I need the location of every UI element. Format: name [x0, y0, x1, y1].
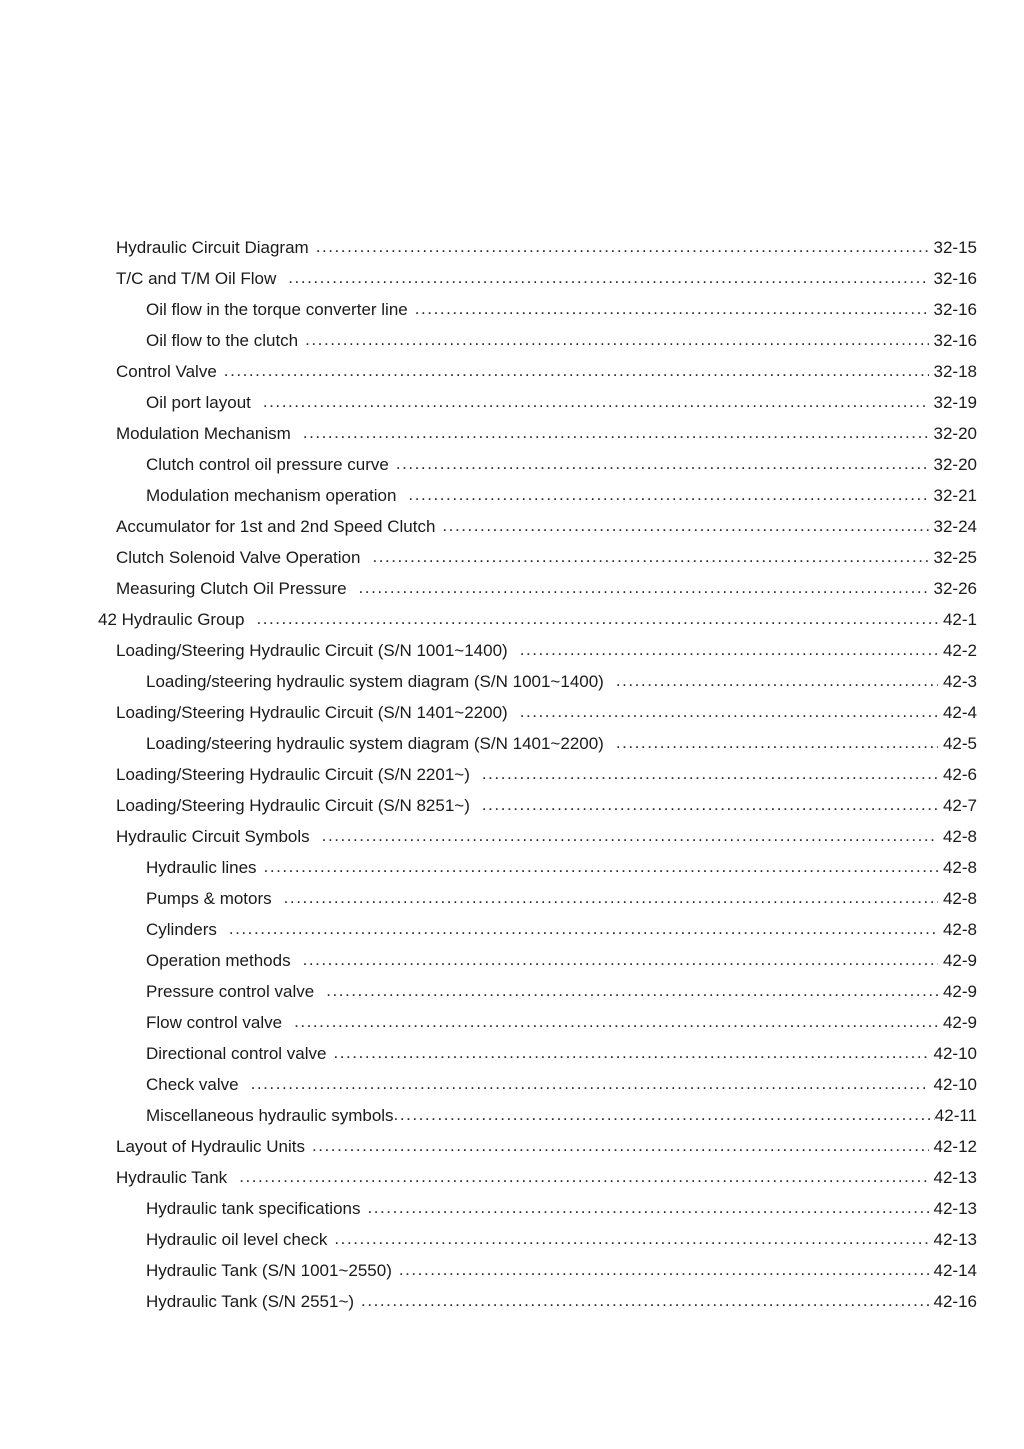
toc-entry-page-number: 32-20 — [933, 455, 977, 474]
toc-dot-leader — [408, 493, 928, 510]
toc-dot-leader — [326, 989, 938, 1006]
toc-entry[interactable] — [0, 542, 1024, 573]
toc-dot-leader — [263, 400, 929, 417]
toc-entry[interactable] — [0, 1255, 1024, 1286]
toc-entry-title: Hydraulic Tank (S/N 2551~) — [146, 1292, 355, 1311]
toc-entry-page-number: 32-15 — [933, 238, 977, 257]
toc-entry-page-number: 32-20 — [933, 424, 977, 443]
toc-entry[interactable] — [0, 666, 1024, 697]
toc-entry-title: Layout of Hydraulic Units — [116, 1137, 305, 1156]
toc-dot-leader — [224, 369, 929, 386]
table-of-contents — [0, 232, 1024, 1317]
toc-dot-leader — [229, 927, 938, 944]
toc-dot-leader — [367, 1206, 928, 1223]
toc-entry-page-number: 42-6 — [942, 765, 977, 784]
toc-entry[interactable] — [0, 852, 1024, 883]
toc-entry-page-number: 42-11 — [934, 1106, 977, 1125]
toc-entry-page-number: 32-26 — [933, 579, 977, 598]
toc-entry[interactable] — [0, 480, 1024, 511]
toc-entry-title: Check valve — [146, 1075, 239, 1094]
toc-dot-leader — [305, 338, 928, 355]
toc-dot-leader — [359, 586, 929, 603]
toc-entry-page-number: 42-5 — [942, 734, 977, 753]
toc-entry-title: Hydraulic lines — [146, 858, 257, 877]
toc-entry-title: Hydraulic Circuit Diagram — [116, 238, 309, 257]
toc-entry-title: Cylinders — [146, 920, 217, 939]
toc-entry[interactable] — [0, 325, 1024, 356]
toc-entry-title: Loading/Steering Hydraulic Circuit (S/N 8251~) — [116, 796, 470, 815]
toc-entry-title: Miscellaneous hydraulic symbols — [146, 1106, 394, 1125]
toc-entry[interactable] — [0, 356, 1024, 387]
toc-entry-title: Directional control valve — [146, 1044, 327, 1063]
toc-entry-page-number: 42-8 — [942, 889, 977, 908]
toc-entry-title: Clutch control oil pressure curve — [146, 455, 389, 474]
toc-entry[interactable] — [0, 232, 1024, 263]
toc-entry-title: Modulation mechanism operation — [146, 486, 397, 505]
toc-dot-leader — [316, 245, 929, 262]
toc-entry-page-number: 42-7 — [942, 796, 977, 815]
toc-dot-leader — [415, 307, 929, 324]
toc-entry-page-number: 42-16 — [933, 1292, 977, 1311]
toc-entry-title: Hydraulic Tank (S/N 1001~2550) — [146, 1261, 392, 1280]
toc-entry[interactable] — [0, 883, 1024, 914]
toc-dot-leader — [334, 1237, 928, 1254]
toc-entry-title: Oil flow in the torque converter line — [146, 300, 408, 319]
toc-entry[interactable] — [0, 1069, 1024, 1100]
toc-entry[interactable] — [0, 1131, 1024, 1162]
toc-entry-page-number: 42-1 — [942, 610, 977, 629]
toc-entry-title: Control Valve — [116, 362, 217, 381]
toc-entry-page-number: 42-9 — [942, 951, 977, 970]
toc-dot-leader — [322, 834, 938, 851]
toc-entry[interactable] — [0, 449, 1024, 480]
toc-entry-page-number: 32-16 — [933, 331, 977, 350]
toc-entry-page-number: 32-21 — [933, 486, 977, 505]
toc-entry-title: Clutch Solenoid Valve Operation — [116, 548, 361, 567]
toc-entry-title: Pumps & motors — [146, 889, 272, 908]
toc-entry[interactable] — [0, 1224, 1024, 1255]
toc-entry[interactable] — [0, 914, 1024, 945]
toc-dot-leader — [284, 896, 938, 913]
toc-entry[interactable] — [0, 1193, 1024, 1224]
toc-entry-title: Loading/Steering Hydraulic Circuit (S/N 1401~2200) — [116, 703, 508, 722]
toc-dot-leader — [442, 524, 928, 541]
toc-entry-title: Measuring Clutch Oil Pressure — [116, 579, 347, 598]
toc-dot-leader — [520, 710, 938, 727]
toc-entry-title: Loading/Steering Hydraulic Circuit (S/N 1001~1400) — [116, 641, 508, 660]
toc-entry-title: Pressure control valve — [146, 982, 315, 1001]
toc-dot-leader — [251, 1082, 929, 1099]
toc-entry[interactable] — [0, 821, 1024, 852]
toc-dot-leader — [394, 1113, 935, 1130]
toc-entry-page-number: 32-19 — [933, 393, 977, 412]
toc-dot-leader — [239, 1175, 928, 1192]
toc-entry-title: Hydraulic Tank — [116, 1168, 228, 1187]
toc-entry-page-number: 42-2 — [942, 641, 977, 660]
toc-entry[interactable] — [0, 1100, 1024, 1131]
toc-dot-leader — [520, 648, 938, 665]
toc-entry[interactable] — [0, 573, 1024, 604]
toc-entry-page-number: 32-18 — [933, 362, 977, 381]
toc-dot-leader — [303, 431, 929, 448]
toc-entry-title: Loading/steering hydraulic system diagram (S/N 1401~2200) — [146, 734, 604, 753]
toc-entry[interactable] — [0, 1286, 1024, 1317]
toc-entry-title: Oil port layout — [146, 393, 251, 412]
toc-entry[interactable] — [0, 635, 1024, 666]
toc-entry-page-number: 32-25 — [933, 548, 977, 567]
toc-entry[interactable] — [0, 604, 1024, 635]
toc-dot-leader — [333, 1051, 928, 1068]
toc-dot-leader — [312, 1144, 929, 1161]
toc-entry-title: Operation methods — [146, 951, 291, 970]
toc-dot-leader — [256, 617, 938, 634]
toc-entry-page-number: 42-12 — [933, 1137, 977, 1156]
toc-entry-page-number: 42-9 — [942, 982, 977, 1001]
toc-dot-leader — [616, 679, 938, 696]
toc-dot-leader — [264, 865, 938, 882]
toc-entry[interactable] — [0, 387, 1024, 418]
toc-dot-leader — [396, 462, 929, 479]
toc-dot-leader — [372, 555, 928, 572]
toc-entry[interactable] — [0, 294, 1024, 325]
toc-entry-title: Accumulator for 1st and 2nd Speed Clutch — [116, 517, 436, 536]
toc-entry[interactable] — [0, 728, 1024, 759]
toc-dot-leader — [482, 803, 938, 820]
toc-dot-leader — [303, 958, 938, 975]
toc-entry[interactable] — [0, 790, 1024, 821]
toc-entry-title: Loading/Steering Hydraulic Circuit (S/N 2201~) — [116, 765, 470, 784]
toc-entry[interactable] — [0, 511, 1024, 542]
toc-entry-page-number: 42-3 — [942, 672, 977, 691]
toc-entry-page-number: 42-10 — [933, 1075, 977, 1094]
toc-entry-title: Loading/steering hydraulic system diagram (S/N 1001~1400) — [146, 672, 604, 691]
toc-entry[interactable] — [0, 976, 1024, 1007]
toc-entry-page-number: 32-24 — [933, 517, 977, 536]
toc-entry[interactable] — [0, 418, 1024, 449]
toc-entry-title: Hydraulic Circuit Symbols — [116, 827, 310, 846]
toc-entry-title: Oil flow to the clutch — [146, 331, 299, 350]
toc-entry-title: Hydraulic oil level check — [146, 1230, 328, 1249]
toc-entry[interactable] — [0, 263, 1024, 294]
toc-entry-title: T/C and T/M Oil Flow — [116, 269, 277, 288]
toc-entry-page-number: 42-9 — [942, 1013, 977, 1032]
toc-entry-page-number: 42-8 — [942, 827, 977, 846]
toc-dot-leader — [482, 772, 938, 789]
toc-entry-title: Flow control valve — [146, 1013, 283, 1032]
toc-dot-leader — [288, 276, 928, 293]
toc-entry[interactable] — [0, 945, 1024, 976]
toc-entry-page-number: 42-8 — [942, 858, 977, 877]
toc-dot-leader — [294, 1020, 938, 1037]
toc-entry-page-number: 42-8 — [942, 920, 977, 939]
toc-entry-page-number: 32-16 — [933, 269, 977, 288]
toc-dot-leader — [361, 1299, 928, 1316]
toc-entry-page-number: 42-13 — [933, 1199, 977, 1218]
toc-entry[interactable] — [0, 759, 1024, 790]
toc-entry-page-number: 42-14 — [933, 1261, 977, 1280]
toc-entry-page-number: 42-13 — [933, 1230, 977, 1249]
toc-entry[interactable] — [0, 697, 1024, 728]
toc-entry-title: Modulation Mechanism — [116, 424, 291, 443]
toc-entry-title: Hydraulic tank specifications — [146, 1199, 361, 1218]
toc-entry-page-number: 32-16 — [933, 300, 977, 319]
toc-entry-page-number: 42-10 — [933, 1044, 977, 1063]
toc-entry-page-number: 42-13 — [933, 1168, 977, 1187]
toc-entry-page-number: 42-4 — [942, 703, 977, 722]
toc-entry[interactable] — [0, 1162, 1024, 1193]
toc-entry-title: 42 Hydraulic Group — [98, 610, 245, 629]
toc-entry[interactable] — [0, 1038, 1024, 1069]
toc-dot-leader — [616, 741, 938, 758]
toc-entry[interactable] — [0, 1007, 1024, 1038]
toc-dot-leader — [399, 1268, 929, 1285]
